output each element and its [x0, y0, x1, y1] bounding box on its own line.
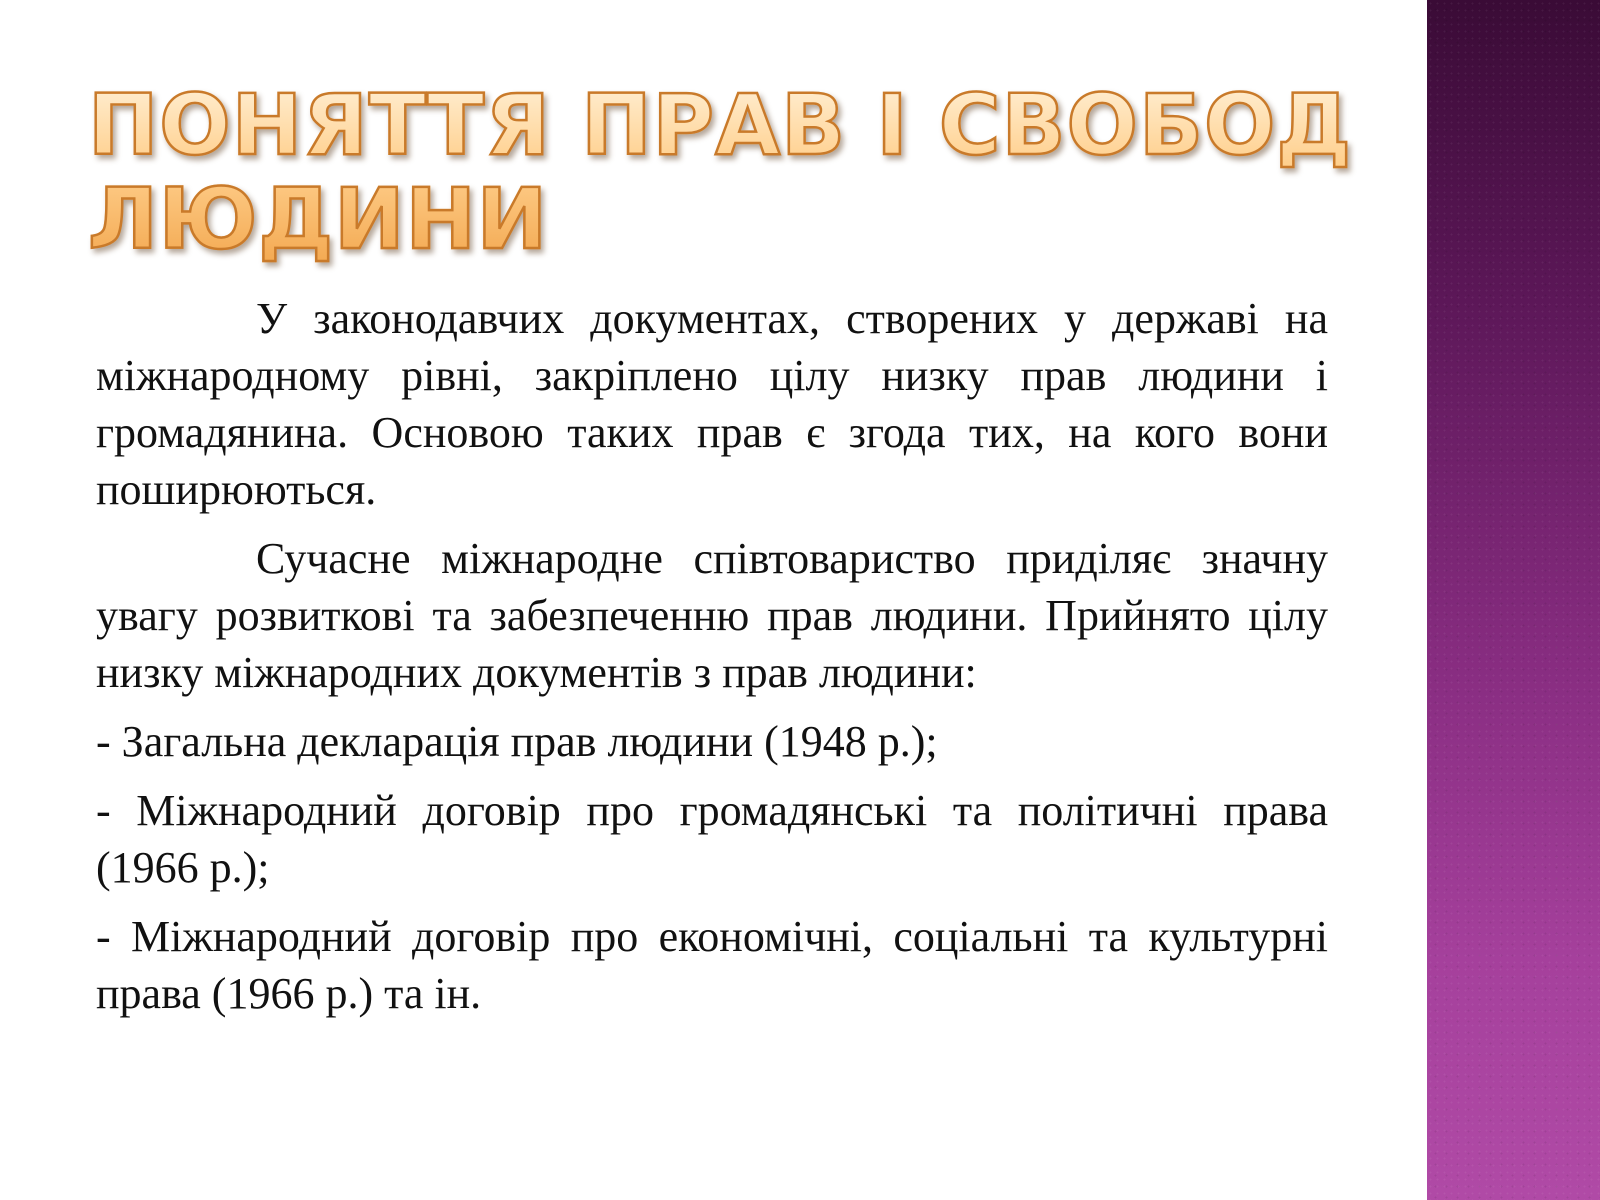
- list-item-declaration: - Загальна декларація прав людини (1948 р.);: [96, 717, 938, 766]
- list-item-economic-social-cultural-rights: - Міжнародний договір про економічні, соціальні та культурні права (1966 р.) та ін.: [96, 912, 1328, 1018]
- decorative-side-band: [1427, 0, 1600, 1200]
- slide-title-line-1: ПОНЯТТЯ ПРАВ І СВОБОД: [88, 76, 1353, 174]
- body-paragraph-2: Сучасне міжнародне співтовариство приділяє значну увагу розвиткові та забезпеченню прав людини. Прийнято цілу низку міжнародних документів з прав людини:: [96, 534, 1328, 697]
- body-paragraph-1: У законодавчих документах, створених у державі на міжнародному рівні, закріплено цілу низку прав людини і громадянина. Основою таких прав є згода тих, на кого вони поширюються.: [96, 294, 1328, 514]
- slide-title: [88, 78, 1388, 266]
- slide-title-line-2: ЛЮДИНИ: [88, 170, 549, 268]
- slide-body: [96, 290, 1328, 1034]
- list-item-civil-political-rights: - Міжнародний договір про громадянські та політичні права (1966 р.);: [96, 786, 1328, 892]
